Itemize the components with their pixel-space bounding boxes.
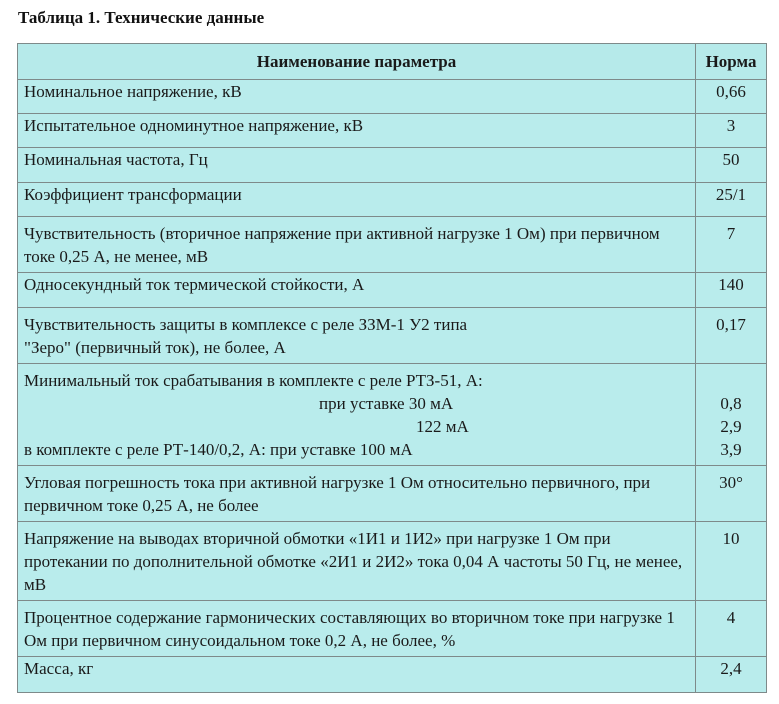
value-cell: 7 xyxy=(696,217,767,273)
table-row xyxy=(18,80,767,114)
table-row xyxy=(18,217,767,273)
table-row xyxy=(18,601,767,657)
param-cell: Процентное содержание гармонических составляющих во вторичном токе при нагрузке 1 Ом при первичном синусоидальном токе 0,2 А, не более, % xyxy=(18,601,696,657)
value-cell: 2,4 xyxy=(696,657,767,693)
table-row xyxy=(18,273,767,308)
table-row xyxy=(18,364,767,466)
param-line: при уставке 30 мА xyxy=(319,394,454,413)
table-row xyxy=(18,522,767,601)
param-line: "Зеро" (первичный ток), не более, А xyxy=(24,338,286,357)
param-cell: Масса, кг xyxy=(18,657,696,693)
table-caption: Таблица 1. Технические данные xyxy=(18,8,265,27)
table-header-row xyxy=(18,44,767,80)
value-cell: 4 xyxy=(696,601,767,657)
param-line: в комплекте с реле РТ-140/0,2, А: при уставке 100 мА xyxy=(24,440,413,459)
param-cell xyxy=(18,308,696,364)
param-line: 122 мА xyxy=(416,417,469,436)
value-line: 3,9 xyxy=(720,440,742,459)
technical-data-table xyxy=(17,43,767,693)
value-cell: 0,66 xyxy=(696,80,767,114)
table-row xyxy=(18,183,767,217)
table-row xyxy=(18,148,767,183)
param-cell: Чувствительность (вторичное напряжение при активной нагрузке 1 Ом) при первичном токе 0,25 А, не менее, мВ xyxy=(18,217,696,273)
table-row xyxy=(18,308,767,364)
header-param: Наименование параметра xyxy=(18,44,696,80)
value-cell: 0,17 xyxy=(696,308,767,364)
param-cell: Односекундный ток термической стойкости, А xyxy=(18,273,696,308)
param-line: Чувствительность защиты в комплексе с реле ЗЗМ-1 У2 типа xyxy=(24,315,468,334)
value-cell: 10 xyxy=(696,522,767,601)
value-line: 0,8 xyxy=(720,394,742,413)
value-cell: 3 xyxy=(696,114,767,148)
value-line: 2,9 xyxy=(720,417,742,436)
value-cell: 25/1 xyxy=(696,183,767,217)
value-cell: 30° xyxy=(696,466,767,522)
header-value: Норма xyxy=(696,44,767,80)
table-row xyxy=(18,466,767,522)
param-line: Минимальный ток срабатывания в комплекте с реле РТЗ-51, А: xyxy=(24,371,483,390)
param-cell: Номинальное напряжение, кВ xyxy=(18,80,696,114)
value-cell: 140 xyxy=(696,273,767,308)
param-cell: Испытательное одноминутное напряжение, кВ xyxy=(18,114,696,148)
param-cell: Напряжение на выводах вторичной обмотки «1И1 и 1И2» при нагрузке 1 Ом при протекании по дополнительной обмотке «2И1 и 2И2» тока 0,04 А частоты 50 Гц, не менее, мВ xyxy=(18,522,696,601)
param-cell xyxy=(18,364,696,466)
table-row xyxy=(18,114,767,148)
param-cell: Номинальная частота, Гц xyxy=(18,148,696,183)
value-cell: 50 xyxy=(696,148,767,183)
param-cell: Угловая погрешность тока при активной нагрузке 1 Ом относительно первичного, при первичном токе 0,25 А, не более xyxy=(18,466,696,522)
table-row xyxy=(18,657,767,693)
value-cell xyxy=(696,364,767,466)
param-cell: Коэффициент трансформации xyxy=(18,183,696,217)
